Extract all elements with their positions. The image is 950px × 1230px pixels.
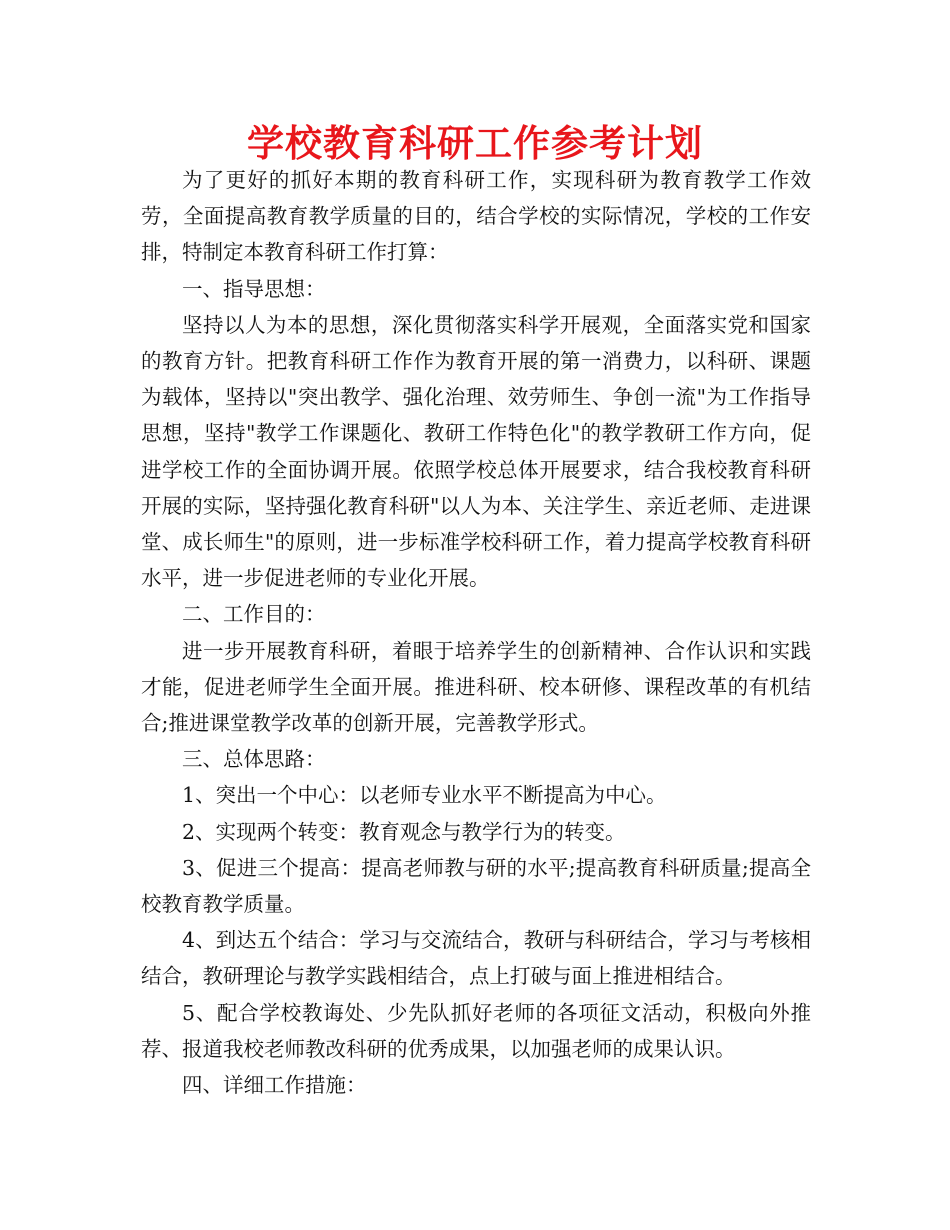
paragraph-work-goals: 进一步开展教育科研，着眼于培养学生的创新精神、合作认识和实践才能，促进老师学生全面开展。推进科研、校本研修、课程改革的有机结合;推进课堂教学改革的创新开展，完善教学形式。 — [141, 638, 811, 736]
list-item-approach-5: 5、配合学校教诲处、少先队抓好老师的各项征文活动，积极向外推荐、报道我校老师教改科研的优秀成果，以加强老师的成果认识。 — [141, 1000, 811, 1061]
section-heading-detailed-measures: 四、详细工作措施： — [182, 1073, 367, 1098]
document-title: 学校教育科研工作参考计划 — [247, 122, 703, 165]
list-item-approach-1: 1、突出一个中心：以老师专业水平不断提高为中心。 — [182, 783, 667, 808]
list-item-approach-2: 2、实现两个转变：教育观念与教学行为的转变。 — [182, 819, 626, 844]
section-heading-guiding-ideology: 一、指导思想： — [182, 276, 326, 301]
paragraph-intro: 为了更好的抓好本期的教育科研工作，实现科研为教育教学工作效劳，全面提高教育教学质量的目的，结合学校的实际情况，学校的工作安排，特制定本教育科研工作打算： — [141, 168, 811, 265]
paragraph-guiding-ideology: 坚持以人为本的思想，深化贯彻落实科学开展观，全面落实党和国家的教育方针。把教育科研工作作为教育开展的第一消费力，以科研、课题为载体，坚持以"突出教学、强化治理、效劳师生、争创一流"为工作指导思想，坚持"教学工作课题化、教研工作特色化"的教学教研工作方向，促进学校工作的全面协调开展。依照学校总体开展要求，结合我校教育科研开展的实际，坚持强化教育科研"以人为本、关注学生、亲近老师、走进课堂、成长师生"的原则，进一步标准学校科研工作，着力提高学校教育科研水平，进一步促进老师的专业化开展。 — [141, 312, 811, 591]
list-item-approach-3: 3、促进三个提高：提高老师教与研的水平;提高教育科研质量;提高全校教育教学质量。 — [141, 855, 811, 917]
section-heading-work-goals: 二、工作目的： — [182, 602, 326, 627]
document-body — [141, 162, 811, 1103]
list-item-approach-4: 4、到达五个结合：学习与交流结合，教研与科研结合，学习与考核相结合，教研理论与教学实践相结合，点上打破与面上推进相结合。 — [141, 928, 811, 989]
section-heading-overall-approach: 三、总体思路： — [182, 747, 326, 772]
